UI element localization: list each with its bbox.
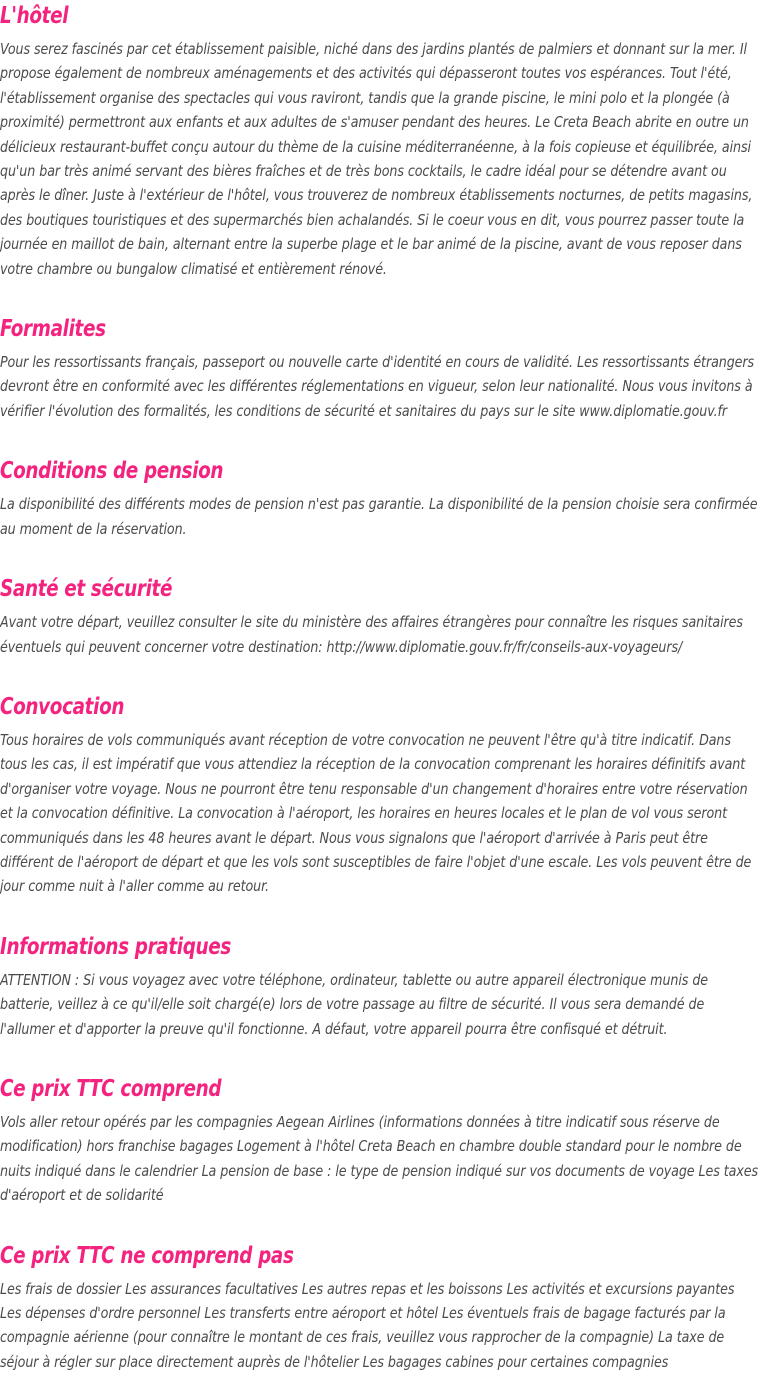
- section-body-conditions-de-pension: La disponibilité des différents modes de pension n'est pas garantie. La disponibilité de la pension choisie sera confirmée au moment de la réservation.: [0, 495, 758, 538]
- section-body-ce-prix-ttc-comprend: Vols aller retour opérés par les compagnies Aegean Airlines (informations données à titre indicatif sous réserve de modification) hors franchise bagages Logement à l'hôtel Creta Beach en chambre double standard pour le nombre de nuits indiqué dans le calendrier La pension de base : le type de pension indiqué sur vos documents de voyage Les taxes d'aéroport et de solidarité: [0, 1112, 758, 1205]
- section-conditions-de-pension: [0, 457, 758, 541]
- section-hotel: [0, 0, 758, 281]
- section-body-hotel: Vous serez fascinés par cet établissement paisible, niché dans des jardins plantés de palmiers et donnant sur la mer. Il propose également de nombreux aménagements et des activités qui dépasseront toutes vos espérances. Tout l'été, l'établissement organise des spectacles qui vous raviront, tandis que la grande piscine, le mini polo et la plongée (à proximité) permettront aux enfants et aux adultes de s'amuser pendant des heures. Le Creta Beach abrite en outre un délicieux restaurant-buffet conçu autour du thème de la cuisine méditerranéenne, à la fois copieuse et équilibrée, ainsi qu'un bar très animé servant des bières fraîches et de très bons cocktails, le cadre idéal pour se détendre avant ou après le dîner. Juste à l'extérieur de l'hôtel, vous trouverez de nombreux établissements nocturnes, de petits magasins, des boutiques touristiques et des supermarchés bien achalandés. Si le coeur vous en dit, vous pourrez passer toute la journée en maillot de bain, alternant entre la superbe plage et le bar animé de la piscine, avant de vous reposer dans votre chambre ou bungalow climatisé et entièrement rénové.: [0, 40, 753, 278]
- section-ce-prix-ttc-ne-comprend-pas: [0, 1242, 758, 1375]
- section-heading-convocation: Convocation: [0, 693, 125, 720]
- section-body-ce-prix-ttc-ne-comprend-pas: Les frais de dossier Les assurances facultatives Les autres repas et les boissons Les activités et excursions payantes Les dépenses d'ordre personnel Les transferts entre aéroport et hôtel Les éventuels frais de bagage facturés par la compagnie aérienne (pour connaître le montant de ces frais, veuillez vous rapprocher de la compagnie) La taxe de séjour à régler sur place directement auprès de l'hôtelier Les bagages cabines pour certaines compagnies: [0, 1279, 735, 1371]
- section-body-formalites: Pour les ressortissants français, passeport ou nouvelle carte d'identité en cours de validité. Les ressortissants étrangers devront être en conformité avec les différentes réglementations en vigueur, selon leur nationalité. Nous vous invitons à vérifier l'évolution des formalités, les conditions de sécurité et sanitaires du pays sur le site www.diplomatie.gouv.fr: [0, 353, 755, 420]
- section-body-convocation: Tous horaires de vols communiqués avant réception de votre convocation ne peuvent l'être qu'à titre indicatif. Dans tous les cas, il est impératif que vous attendiez la réception de la convocation comprenant les horaires définitifs avant d'organiser votre voyage. Nous ne pourront être tenu responsable d'un changement d'horaires entre votre réservation et la convocation définitive. La convocation à l'aéroport, les horaires en heures locales et le plan de vol vous seront communiqués dans les 48 heures avant le départ. Nous vous signalons que l'aéroport d'arrivée à Paris peut être différent de l'aéroport de départ et que les vols sont susceptibles de faire l'objet d'une escale. Les vols peuvent être de jour comme nuit à l'aller comme au retour.: [0, 730, 752, 896]
- section-formalites: [0, 315, 758, 423]
- section-heading-formalites: Formalites: [0, 316, 106, 343]
- section-heading-ce-prix-ttc-ne-comprend-pas: Ce prix TTC ne comprend pas: [0, 1242, 294, 1269]
- section-heading-conditions-de-pension: Conditions de pension: [0, 458, 224, 485]
- section-sante-et-securite: [0, 575, 758, 659]
- section-heading-hotel: L'hôtel: [0, 3, 69, 29]
- section-heading-sante-et-securite: Santé et sécurité: [0, 576, 173, 603]
- section-informations-pratiques: [0, 933, 758, 1041]
- section-heading-informations-pratiques: Informations pratiques: [0, 933, 232, 960]
- section-heading-ce-prix-ttc-comprend: Ce prix TTC comprend: [0, 1075, 222, 1102]
- section-body-sante-et-securite: Avant votre départ, veuillez consulter le site du ministère des affaires étrangères pour connaître les risques sanitaires éventuels qui peuvent concerner votre destination: http://www.diplomatie.gouv.fr/fr/conseils-aux-voyageurs/: [0, 613, 743, 656]
- section-ce-prix-ttc-comprend: [0, 1075, 758, 1208]
- section-convocation: [0, 693, 758, 899]
- section-body-informations-pratiques: ATTENTION : Si vous voyagez avec votre téléphone, ordinateur, tablette ou autre appareil électronique munis de batterie, veillez à ce qu'il/elle soit chargé(e) lors de votre passage au filtre de sécurité. Il vous sera demandé de l'allumer et d'apporter la preuve qu'il fonctionne. A défaut, votre appareil pourra être confisqué et détruit.: [0, 970, 709, 1038]
